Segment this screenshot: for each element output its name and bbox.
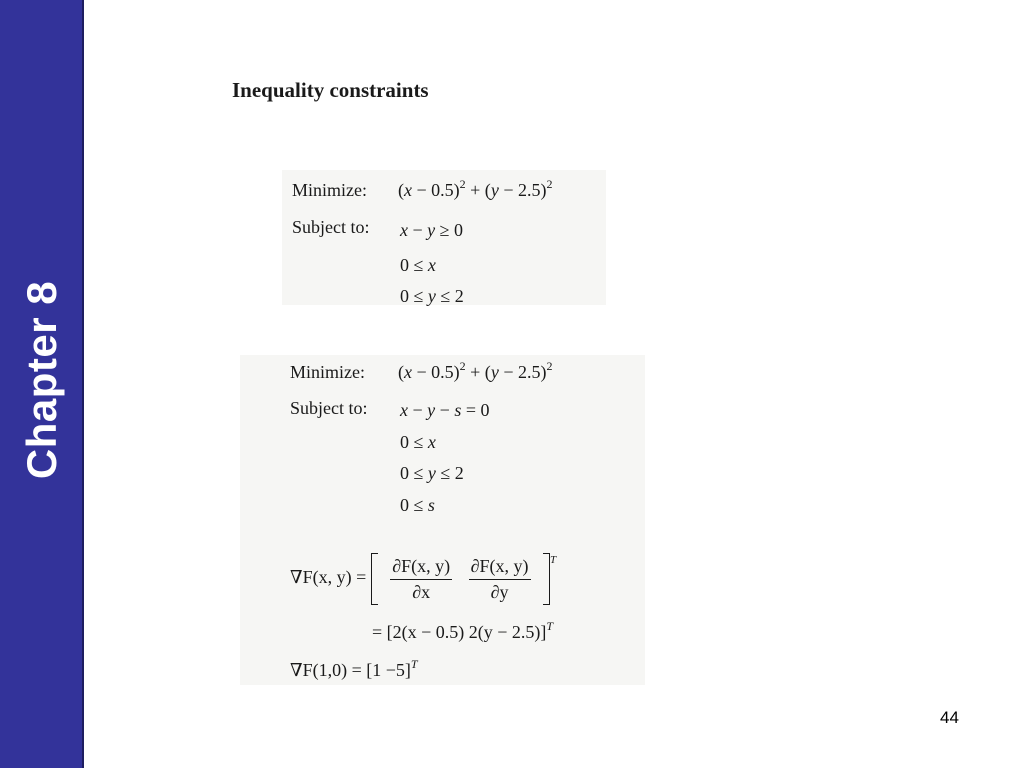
- gradient-definition: ∇F(x, y) = $\frac{\partial F(x, y)}{\partial x}$ $\frac{\partial F(x, y)}{\partial y}$ $^T$: [290, 553, 556, 605]
- gradient-expression: = [2(x − 0.5) 2(y − 2.5)]$^T$: [372, 619, 554, 642]
- left-bracket: [371, 553, 378, 605]
- problem-2-constraint-4: 0 ≤ s: [400, 495, 435, 515]
- problem-2-constraint-2: 0 ≤ x: [400, 432, 436, 452]
- problem-2-minimize-label: Minimize:: [290, 362, 365, 382]
- partial-x-denominator: ∂x: [412, 581, 431, 602]
- problem-2-subject-label: Subject to:: [290, 398, 368, 418]
- problem-1-objective: $(x - 0.5)^2 + (y - 2.5)^2$: [398, 177, 553, 200]
- problem-2-constraint-1: x − y − s = 0: [400, 400, 490, 420]
- problem-1-constraint-3: 0 ≤ y ≤ 2: [400, 286, 464, 306]
- problem-2-constraint-3: 0 ≤ y ≤ 2: [400, 463, 464, 483]
- problem-1-subject-label: Subject to:: [292, 217, 370, 237]
- partial-y-fraction: [469, 556, 531, 603]
- partial-y-denominator: ∂y: [490, 581, 509, 602]
- gradient-at-point: $\nabla F(1,0) = [1 -5]^T$: [290, 657, 418, 680]
- gradient-lhs: ∇F(x, y): [290, 567, 352, 588]
- problem-1-minimize-label: Minimize:: [292, 180, 367, 200]
- problem-1-constraint-1: x − y ≥ 0: [400, 220, 464, 240]
- partial-y-numerator: ∂F(x, y): [469, 556, 531, 580]
- partial-x-fraction: [390, 556, 452, 603]
- page-number: 44: [940, 708, 959, 727]
- problem-2-objective: $(x - 0.5)^2 + (y - 2.5)^2$: [398, 359, 553, 382]
- transpose-mark: T: [550, 554, 557, 567]
- right-bracket: [543, 553, 550, 605]
- slide-heading: Inequality constraints: [232, 78, 429, 102]
- sidebar: [0, 0, 84, 768]
- chapter-label: Chapter 8: [18, 280, 65, 480]
- partial-x-numerator: ∂F(x, y): [390, 556, 452, 580]
- problem-1-constraint-2: 0 ≤ x: [400, 255, 436, 275]
